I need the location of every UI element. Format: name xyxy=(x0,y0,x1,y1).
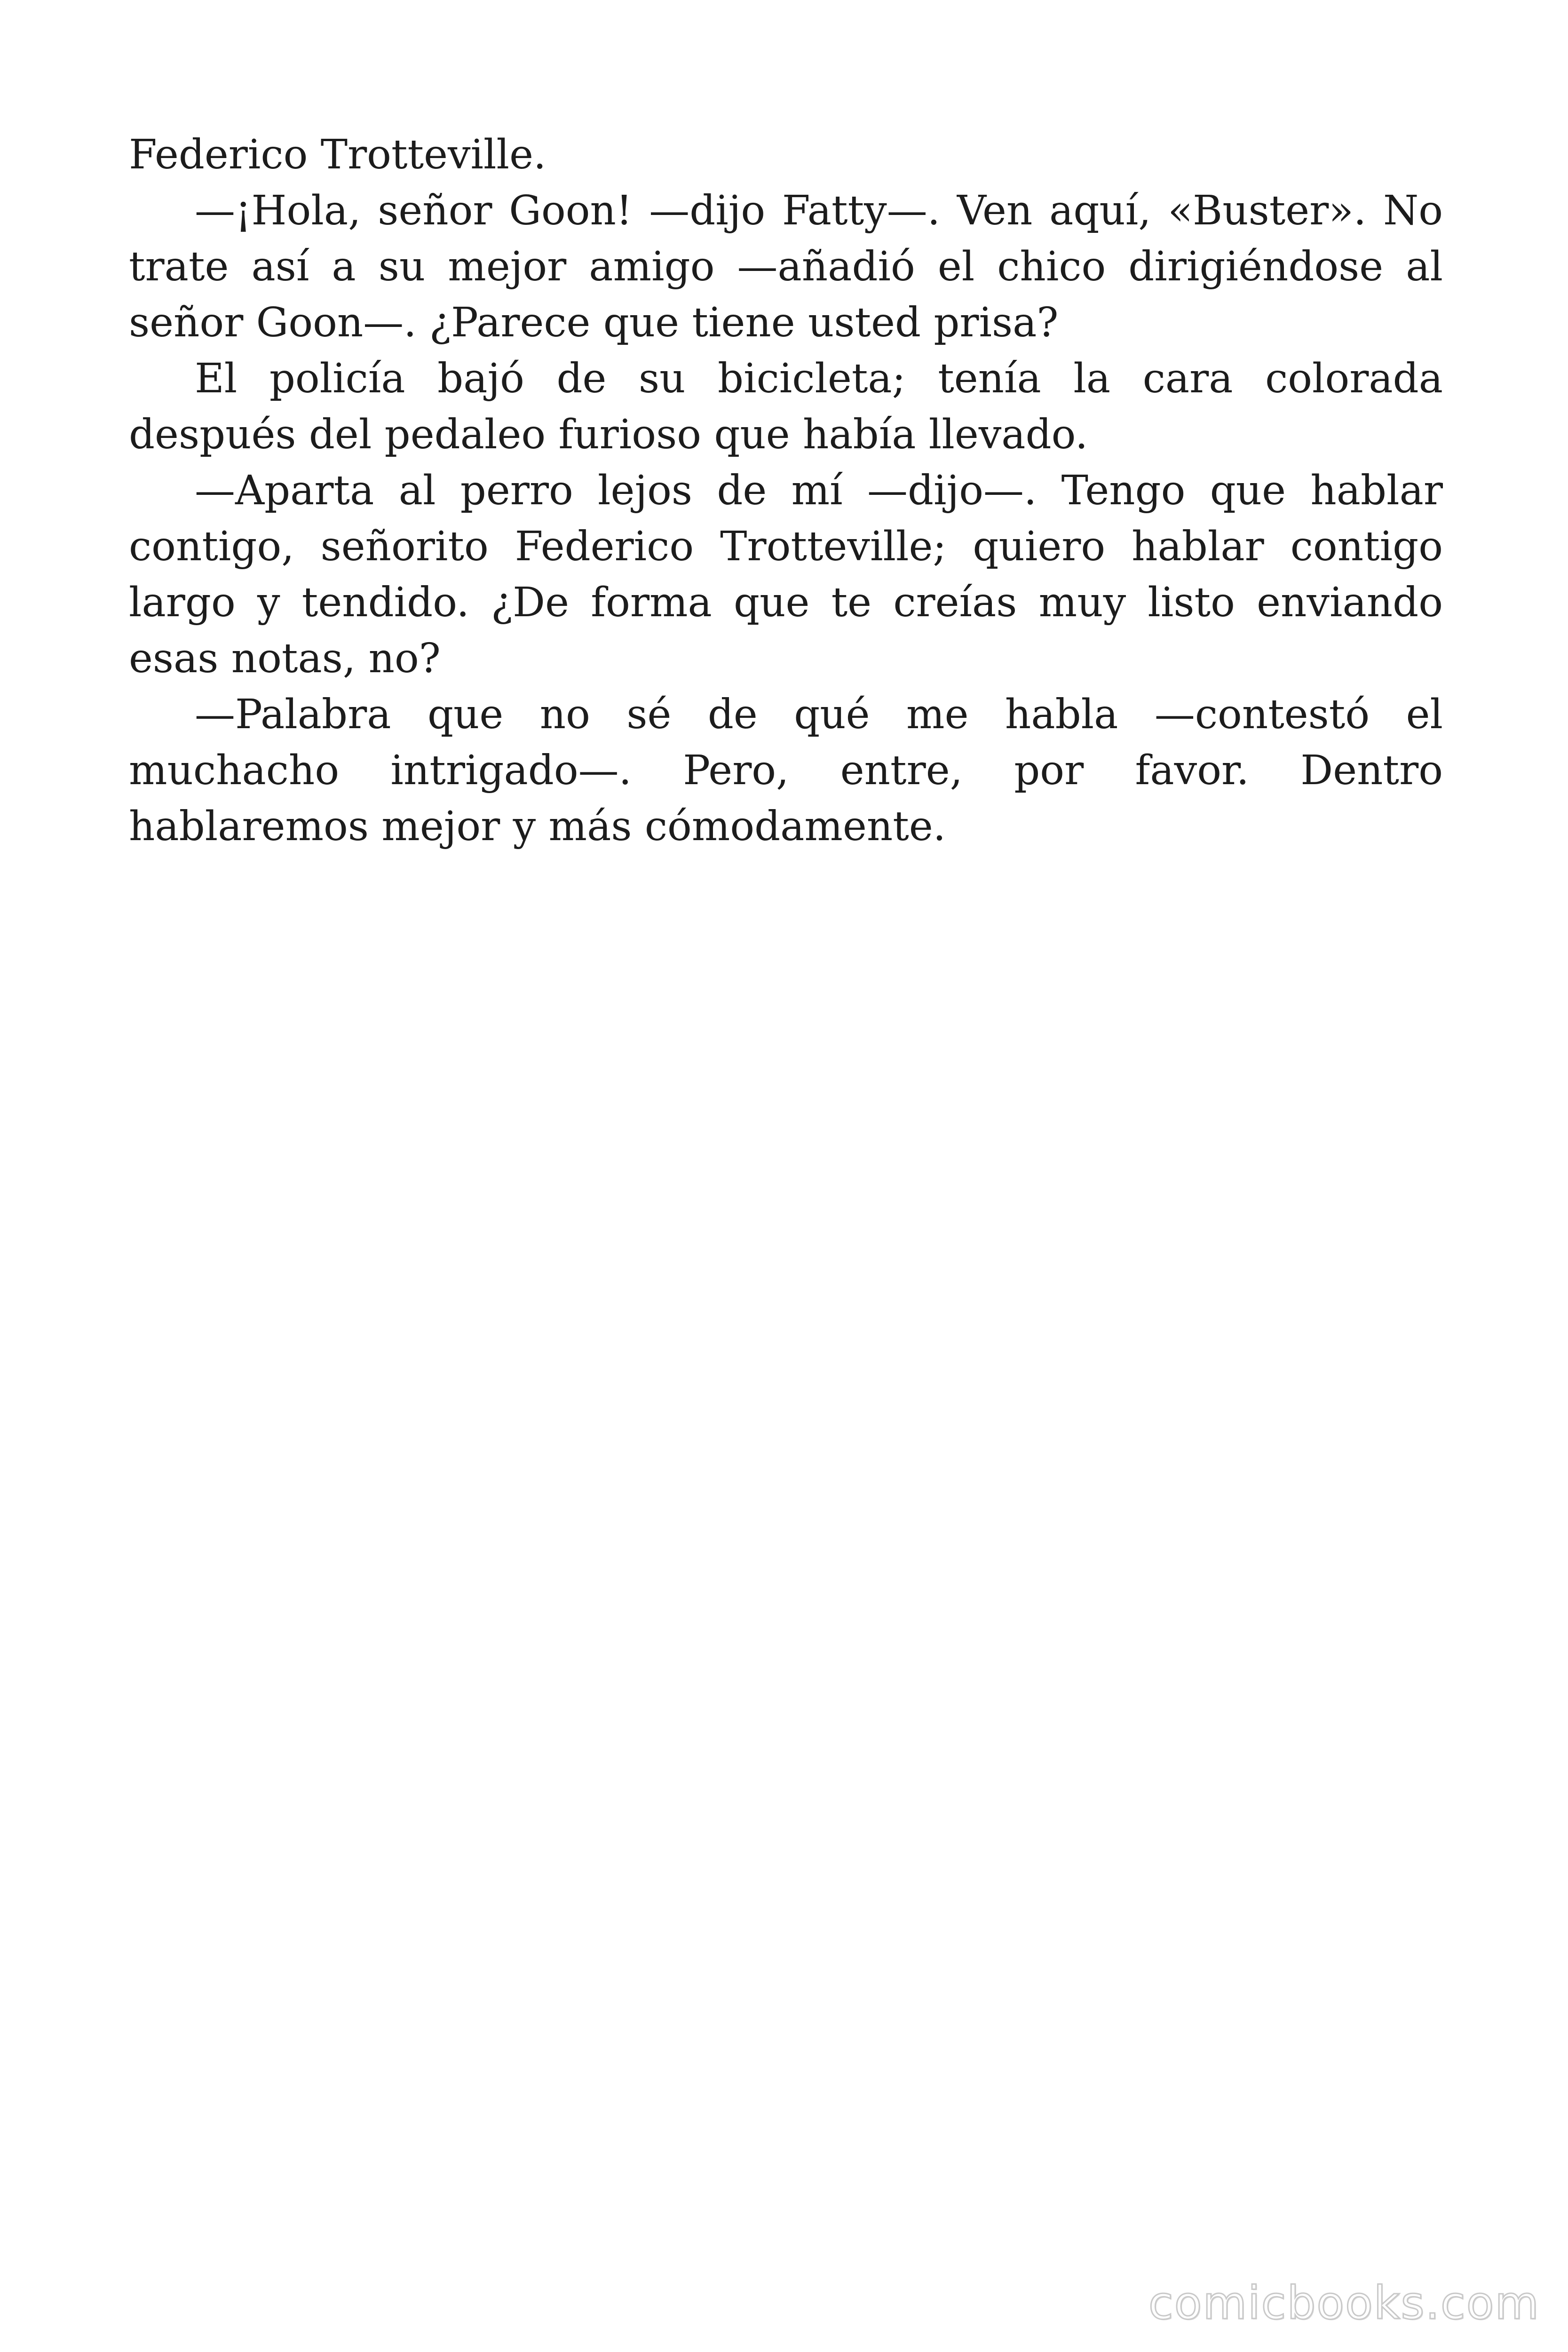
paragraph-policeman: El policía bajó de su bicicleta; tenía la cara colorada después del pedaleo furioso que había llevado. xyxy=(129,355,1443,458)
paragraph-dialogue-fatty: —¡Hola, señor Goon! —dijo Fatty—. Ven aquí, «Buster». No trate así a su mejor amigo —añadió el chico dirigiéndose al señor Goon—. ¿Parece que tiene usted prisa? xyxy=(129,187,1443,346)
watermark-logo: comicbooks.com xyxy=(1148,2277,1540,2329)
paragraph-continuation: Federico Trotteville. xyxy=(129,131,546,178)
paragraph-dialogue-reply: —Palabra que no sé de qué me habla —contestó el muchacho intrigado—. Pero, entre, por favor. Dentro hablaremos mejor y más cómodamente. xyxy=(129,691,1443,850)
paragraph-dialogue-goon: —Aparta al perro lejos de mí —dijo—. Tengo que hablar contigo, señorito Federico Trotteville; quiero hablar contigo largo y tendido. ¿De forma que te creías muy listo enviando esas notas, no? xyxy=(129,467,1443,682)
body-text xyxy=(129,127,1443,855)
